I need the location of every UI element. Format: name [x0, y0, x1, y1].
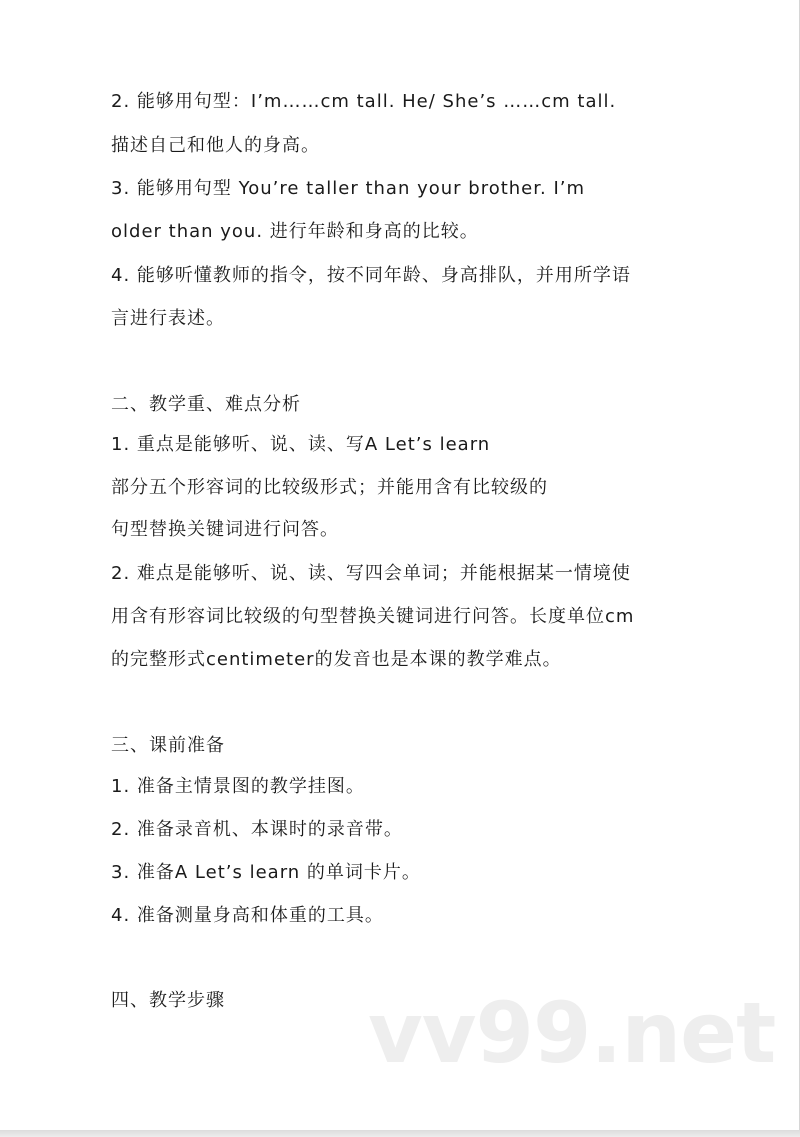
text-line-objective-4-cont: 言进行表述。 — [111, 308, 225, 329]
text-line-objective-2-cont: 描述自己和他人的身高。 — [111, 135, 320, 156]
text-line-key-point-1-cont: 部分五个形容词的比较级形式；并能用含有比较级的 — [111, 477, 548, 498]
text-line-objective-3: 3. 能够用句型 You’re taller than your brother. I’m — [111, 178, 586, 199]
text-line-prep-3: 3. 准备A Let’s learn 的单词卡片。 — [111, 862, 421, 883]
text-line-key-point-1: 1. 重点是能够听、说、读、写A Let’s learn — [111, 434, 491, 455]
text-line-prep-4: 4. 准备测量身高和体重的工具。 — [111, 905, 384, 926]
text-line-prep-2: 2. 准备录音机、本课时的录音带。 — [111, 819, 403, 840]
text-line-key-point-2-end: 的完整形式centimeter的发音也是本课的教学难点。 — [111, 649, 562, 670]
text-line-key-point-2-cont: 用含有形容词比较级的句型替换关键词进行问答。长度单位cm — [111, 606, 635, 627]
text-line-objective-3-cont: older than you. 进行年龄和身高的比较。 — [111, 221, 479, 242]
text-line-objective-2: 2. 能够用句型：I’m……cm tall. He/ She’s ……cm tall. — [111, 91, 617, 112]
section-heading-key-points: 二、教学重、难点分析 — [111, 394, 301, 415]
text-line-objective-4: 4. 能够听懂教师的指令，按不同年龄、身高排队，并用所学语 — [111, 265, 631, 286]
text-line-key-point-1-end: 句型替换关键词进行问答。 — [111, 519, 339, 540]
text-line-key-point-2: 2. 难点是能够听、说、读、写四会单词；并能根据某一情境使 — [111, 563, 631, 584]
text-line-prep-1: 1. 准备主情景图的教学挂图。 — [111, 776, 365, 797]
section-heading-preparation: 三、课前准备 — [111, 735, 225, 756]
site-watermark: vv99.net — [368, 984, 776, 1082]
section-heading-steps: 四、教学步骤 — [111, 990, 225, 1011]
page-bottom-edge — [0, 1130, 800, 1137]
